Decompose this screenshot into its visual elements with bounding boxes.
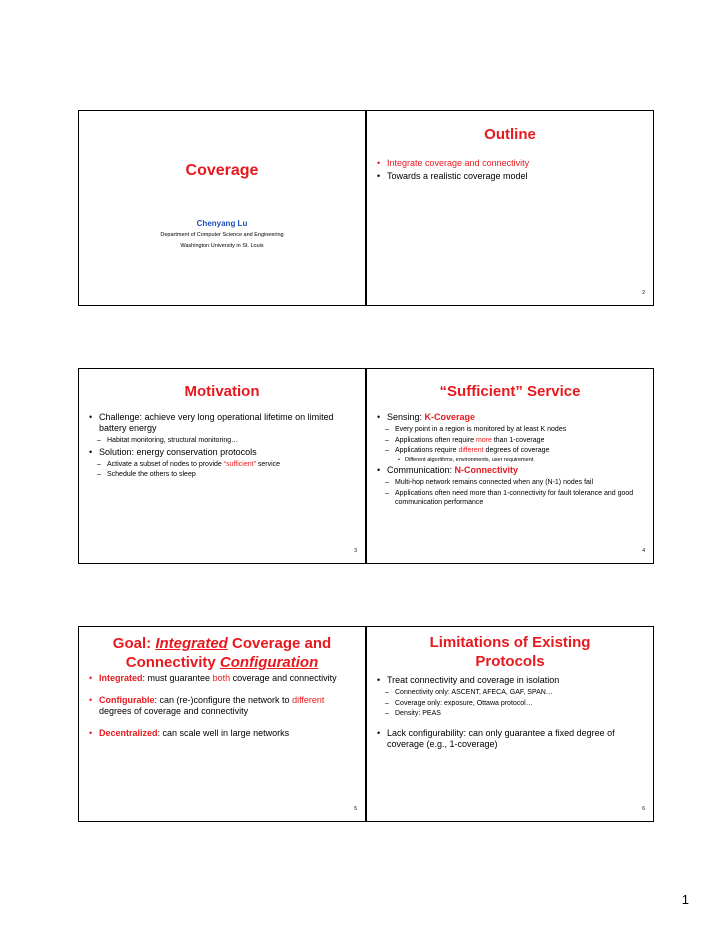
slide-6-title: Limitations of Existing Protocols <box>429 634 591 670</box>
slide-2-title: Outline <box>484 126 536 143</box>
slide-4 <box>366 368 654 564</box>
slide-5-title: Goal: Integrated Coverage and Connectivity Configuration <box>112 635 332 671</box>
slide-4-title: “Sufficient” Service <box>439 383 581 400</box>
slide-2-body <box>377 158 643 184</box>
slide-2-number: 2 <box>642 290 645 296</box>
slide-6-sub-2: – Coverage only: exposure, Ottawa protocol… <box>377 699 643 709</box>
slide-4-sub-4: – Multi-hop network remains connected when any (N-1) nodes fail <box>377 478 643 488</box>
slide-1-university: Washington University in St. Louis <box>180 243 264 249</box>
slide-2-bullet-2: • Towards a realistic coverage model <box>377 171 643 182</box>
slide-4-sub-1: – Every point in a region is monitored by at least K nodes <box>377 425 643 435</box>
slide-4-sub-5: – Applications often need more than 1-connectivity for fault tolerance and good communication performance <box>377 489 643 508</box>
slide-4-sub-2: – Applications often require more than 1-coverage <box>377 436 643 446</box>
page-number: 1 <box>681 892 689 907</box>
slide-3-bullet-2: • Solution: energy conservation protocols <box>89 447 355 458</box>
slide-1-title: Coverage <box>185 162 259 179</box>
slide-6-bullet-1: • Treat connectivity and coverage in isolation <box>377 675 643 686</box>
slide-6-bullet-2: • Lack configurability: can only guarantee a fixed degree of coverage (e.g., 1-coverage) <box>377 728 643 750</box>
slide-5 <box>78 626 366 822</box>
slide-1-author: Chenyang Lu <box>196 219 248 228</box>
slide-4-number: 4 <box>642 548 645 554</box>
slide-1 <box>78 110 366 306</box>
slide-3-title: Motivation <box>184 383 260 400</box>
slide-5-bullet-2: • Configurable: can (re-)configure the network to different degrees of coverage and connectivity <box>89 695 355 717</box>
slide-3-sub-3: – Schedule the others to sleep <box>89 470 355 480</box>
slide-3-sub-1: – Habitat monitoring, structural monitoring… <box>89 436 355 446</box>
slide-4-bullet-1: • Sensing: K-Coverage <box>377 412 643 423</box>
slide-2-bullet-1: • Integrate coverage and connectivity <box>377 158 643 169</box>
slide-3-bullet-1: • Challenge: achieve very long operational lifetime on limited battery energy <box>89 412 355 434</box>
slide-6-number: 6 <box>642 806 645 812</box>
slide-5-bullet-3: • Decentralized: can scale well in large networks <box>89 728 355 739</box>
slide-3 <box>78 368 366 564</box>
slide-6 <box>366 626 654 822</box>
slide-3-body <box>89 412 355 481</box>
slide-5-number: 5 <box>354 806 357 812</box>
slide-6-body <box>377 675 643 752</box>
slide-3-sub-2: – Activate a subset of nodes to provide “sufficient” service <box>89 460 355 470</box>
slide-6-sub-1: – Connectivity only: ASCENT, AFECA, GAF, SPAN… <box>377 688 643 698</box>
slide-2 <box>366 110 654 306</box>
slide-4-body <box>377 412 643 509</box>
slide-4-bullet-2: • Communication: N-Connectivity <box>377 465 643 476</box>
slide-6-sub-3: – Density: PEAS <box>377 709 643 719</box>
slide-3-number: 3 <box>354 548 357 554</box>
slide-5-bullet-1: • Integrated: must guarantee both coverage and connectivity <box>89 673 355 684</box>
slide-4-subsub-1: • Different algorithms, environments, user requirement <box>377 457 643 465</box>
slide-5-body <box>89 673 355 741</box>
slide-1-department: Department of Computer Science and Engineering <box>160 232 284 238</box>
slide-4-sub-3: – Applications require different degrees of coverage <box>377 446 643 456</box>
